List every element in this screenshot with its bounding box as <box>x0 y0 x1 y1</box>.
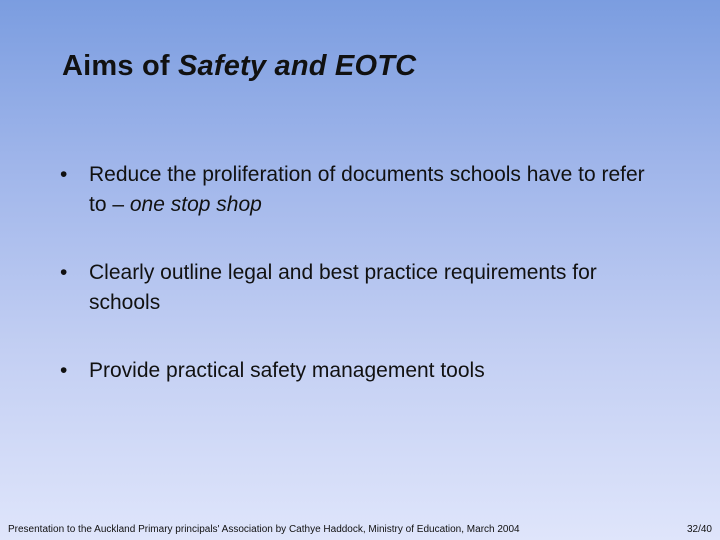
bullet-marker: • <box>60 261 68 284</box>
bullet-item <box>60 160 660 220</box>
bullet-item <box>60 258 660 318</box>
slide-title-plain: Aims of <box>62 50 178 82</box>
bullet-text: Provide practical safety management tools <box>89 359 485 382</box>
bullet-text: Clearly outline legal and best practice requirements for schools <box>89 261 597 314</box>
slide-footer: Presentation to the Auckland Primary principals' Association by Cathye Haddock, Ministry of Education, March 2004 <box>8 524 520 535</box>
bullet-emphasis: one stop shop <box>129 193 262 216</box>
bullet-list <box>60 160 660 386</box>
bullet-marker: • <box>60 359 68 382</box>
bullet-marker: • <box>60 163 68 186</box>
slide-title <box>62 50 416 83</box>
page-number: 32/40 <box>686 524 712 535</box>
bullet-text: Reduce the proliferation of documents schools have to refer to – <box>89 163 645 216</box>
bullet-item <box>60 356 660 386</box>
slide-title-italic: Safety and EOTC <box>178 50 417 82</box>
